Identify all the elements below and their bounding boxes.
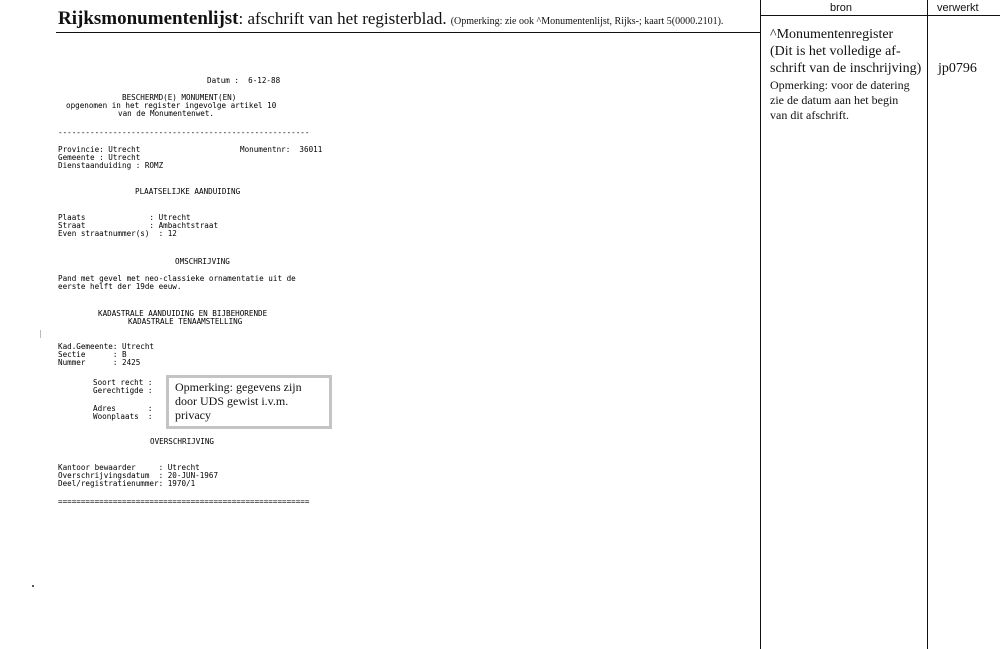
scan-gemeente: Gemeente : Utrecht (58, 153, 141, 162)
header-note: (Opmerking: zie ook ^Monumentenlijst, Rijks-; kaart 5(0000.2101). (450, 16, 724, 27)
scan-heading: BESCHERMD(E) MONUMENT(EN) (122, 93, 237, 102)
scan-kantoor: Kantoor bewaarder : Utrecht (58, 463, 200, 472)
page-header (58, 8, 723, 30)
scan-omschrijving: Pand met gevel met neo-classieke ornamentatie uit de (58, 274, 296, 283)
scan-deel: Deel/registratienummer: 1970/1 (58, 479, 196, 488)
scan-soort-recht: Soort recht : (93, 378, 153, 387)
bron-note: Opmerking: voor de datering (770, 78, 910, 92)
scan-woonplaats: Woonplaats : (93, 412, 153, 421)
privacy-note: Opmerking: gegevens zijn door UDS gewist i.v.m. privacy (166, 375, 332, 429)
scan-straat: Straat : Ambachtstraat (58, 221, 219, 230)
scan-end-separator: ======================================================= (58, 497, 310, 506)
scan-provincie: Provincie: Utrecht (58, 145, 141, 154)
bron-line: schrift van de inschrijving) (770, 61, 922, 76)
scan-section-heading: OMSCHRIJVING (175, 257, 230, 266)
scan-heading: van de Monumentenwet. (118, 109, 215, 118)
scan-dienst: Dienstaanduiding : ROMZ (58, 161, 164, 170)
header-title-bold: Rijksmonumentenlijst (58, 8, 239, 29)
column-header-verwerkt: verwerkt (937, 2, 979, 14)
header-rule (56, 32, 760, 33)
bron-line: ^Monumentenregister (770, 27, 894, 42)
scan-speck (32, 585, 34, 587)
scan-section-heading: OVERSCHRIJVING (150, 437, 215, 446)
scan-heading: opgenomen in het register ingevolge artikel 10 (66, 101, 277, 110)
bron-entry (770, 26, 930, 123)
scan-plaats: Plaats : Utrecht (58, 213, 191, 222)
scan-even: Even straatnummer(s) : 12 (58, 229, 177, 238)
bron-note: van dit afschrift. (770, 108, 849, 122)
column-header-rule (760, 15, 1000, 16)
scan-nummer: Nummer : 2425 (58, 358, 141, 367)
scan-section-heading: KADASTRALE AANDUIDING EN BIJBEHORENDE (98, 309, 268, 318)
scan-separator: ------------------------------------------------------- (58, 128, 310, 137)
scan-section-heading: PLAATSELIJKE AANDUIDING (135, 187, 241, 196)
scan-omschrijving: eerste helft der 19de eeuw. (58, 282, 182, 291)
scan-monumentnr: Monumentnr: 36011 (240, 145, 323, 154)
scan-datum: Datum : 6-12-88 (207, 76, 281, 85)
bron-line: (Dit is het volledige af- (770, 44, 901, 59)
scan-kad-gemeente: Kad.Gemeente: Utrecht (58, 342, 155, 351)
header-title: : afschrift van het registerblad. (238, 9, 447, 28)
column-header-bron: bron (830, 2, 853, 14)
scan-adres: Adres : (93, 404, 153, 413)
bron-note: zie de datum aan het begin (770, 93, 899, 107)
scan-overschrijvingsdatum: Overschrijvingsdatum : 20-JUN-1967 (58, 471, 219, 480)
column-divider-bron (760, 0, 761, 649)
scan-section-heading: KADASTRALE TENAAMSTELLING (128, 317, 243, 326)
scan-sectie: Sectie : B (58, 350, 127, 359)
scan-speck (40, 330, 41, 338)
verwerkt-code: jp0796 (938, 61, 977, 76)
scan-gerechtigde: Gerechtigde : (93, 386, 153, 395)
